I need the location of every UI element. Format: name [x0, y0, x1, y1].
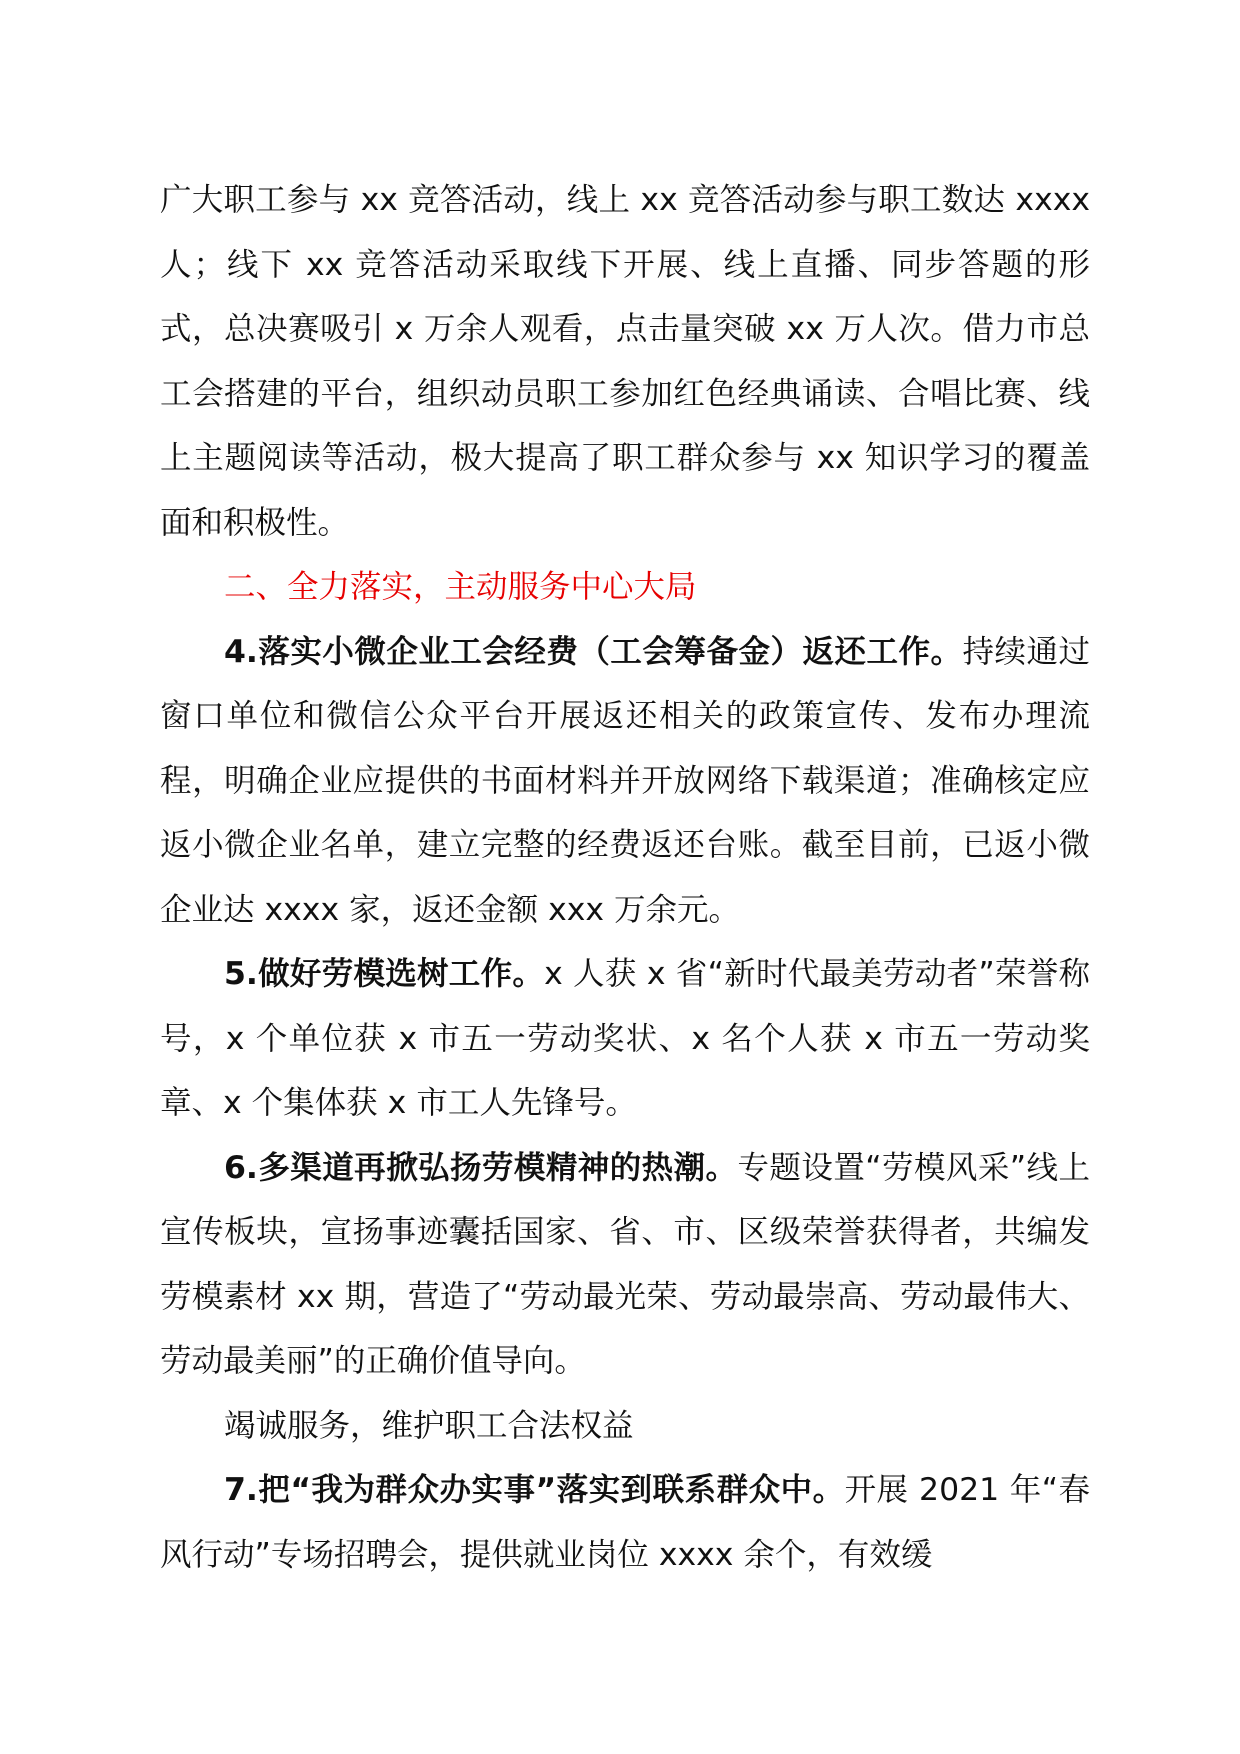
item-5-body: x 人获 x 省“新时代最美劳动者”荣誉称号，x 个单位获 x 市五一劳动奖状、x 名个人获 x 市五一劳动奖章、x 个集体获 x 市工人先锋号。 [160, 956, 1090, 1121]
item-4-body: 持续通过窗口单位和微信公众平台开展返还相关的政策宣传、发布办理流程，明确企业应提供的书面材料并开放网络下载渠道；准确核定应返小微企业名单，建立完整的经费返还台账。截至目前，已返小微企业达 xxxx 家，返还金额 xxx 万余元。 [160, 633, 1090, 928]
item-7-title: 7.把“我为群众办实事”落实到联系群众中。 [224, 1472, 845, 1508]
item-6-paragraph [160, 1136, 1090, 1394]
section-heading-3: 竭诚服务，维护职工合法权益 [224, 1407, 634, 1444]
item-6-body: 专题设置“劳模风采”线上宣传板块，宣扬事迹囊括国家、省、市、区级荣誉获得者，共编发劳模素材 xx 期，营造了“劳动最光荣、劳动最崇高、劳动最伟大、劳动最美丽”的正确价值导向。 [160, 1149, 1090, 1379]
section-heading-2: 二、全力落实，主动服务中心大局 [224, 569, 697, 605]
item-7-paragraph [160, 1458, 1090, 1587]
item-5-title: 5.做好劳模选树工作。 [224, 956, 545, 992]
item-5-paragraph [160, 942, 1090, 1136]
document-page [160, 168, 1090, 1587]
item-7-body: 开展 2021 年“春风行动”专场招聘会，提供就业岗位 xxxx 余个，有效缓 [160, 1472, 1091, 1573]
paragraph-activities: 广大职工参与 xx 竞答活动，线上 xx 竞答活动参与职工数达 xxxx 人；线下 xx 竞答活动采取线下开展、线上直播、同步答题的形式，总决赛吸引 x 万余人观看，点击量突破 xx 万人次。借力市总工会搭建的平台，组织动员职工参加红色经典诵读、合唱比赛、线上主题阅读等活动，极大提高了职工群众参与 xx 知识学习的覆盖面和积极性。 [160, 182, 1090, 541]
item-6-title: 6.多渠道再掀弘扬劳模精神的热潮。 [224, 1149, 738, 1186]
item-4-title: 4.落实小微企业工会经费（工会筹备金）返还工作。 [224, 633, 963, 670]
item-4-paragraph [160, 620, 1090, 943]
